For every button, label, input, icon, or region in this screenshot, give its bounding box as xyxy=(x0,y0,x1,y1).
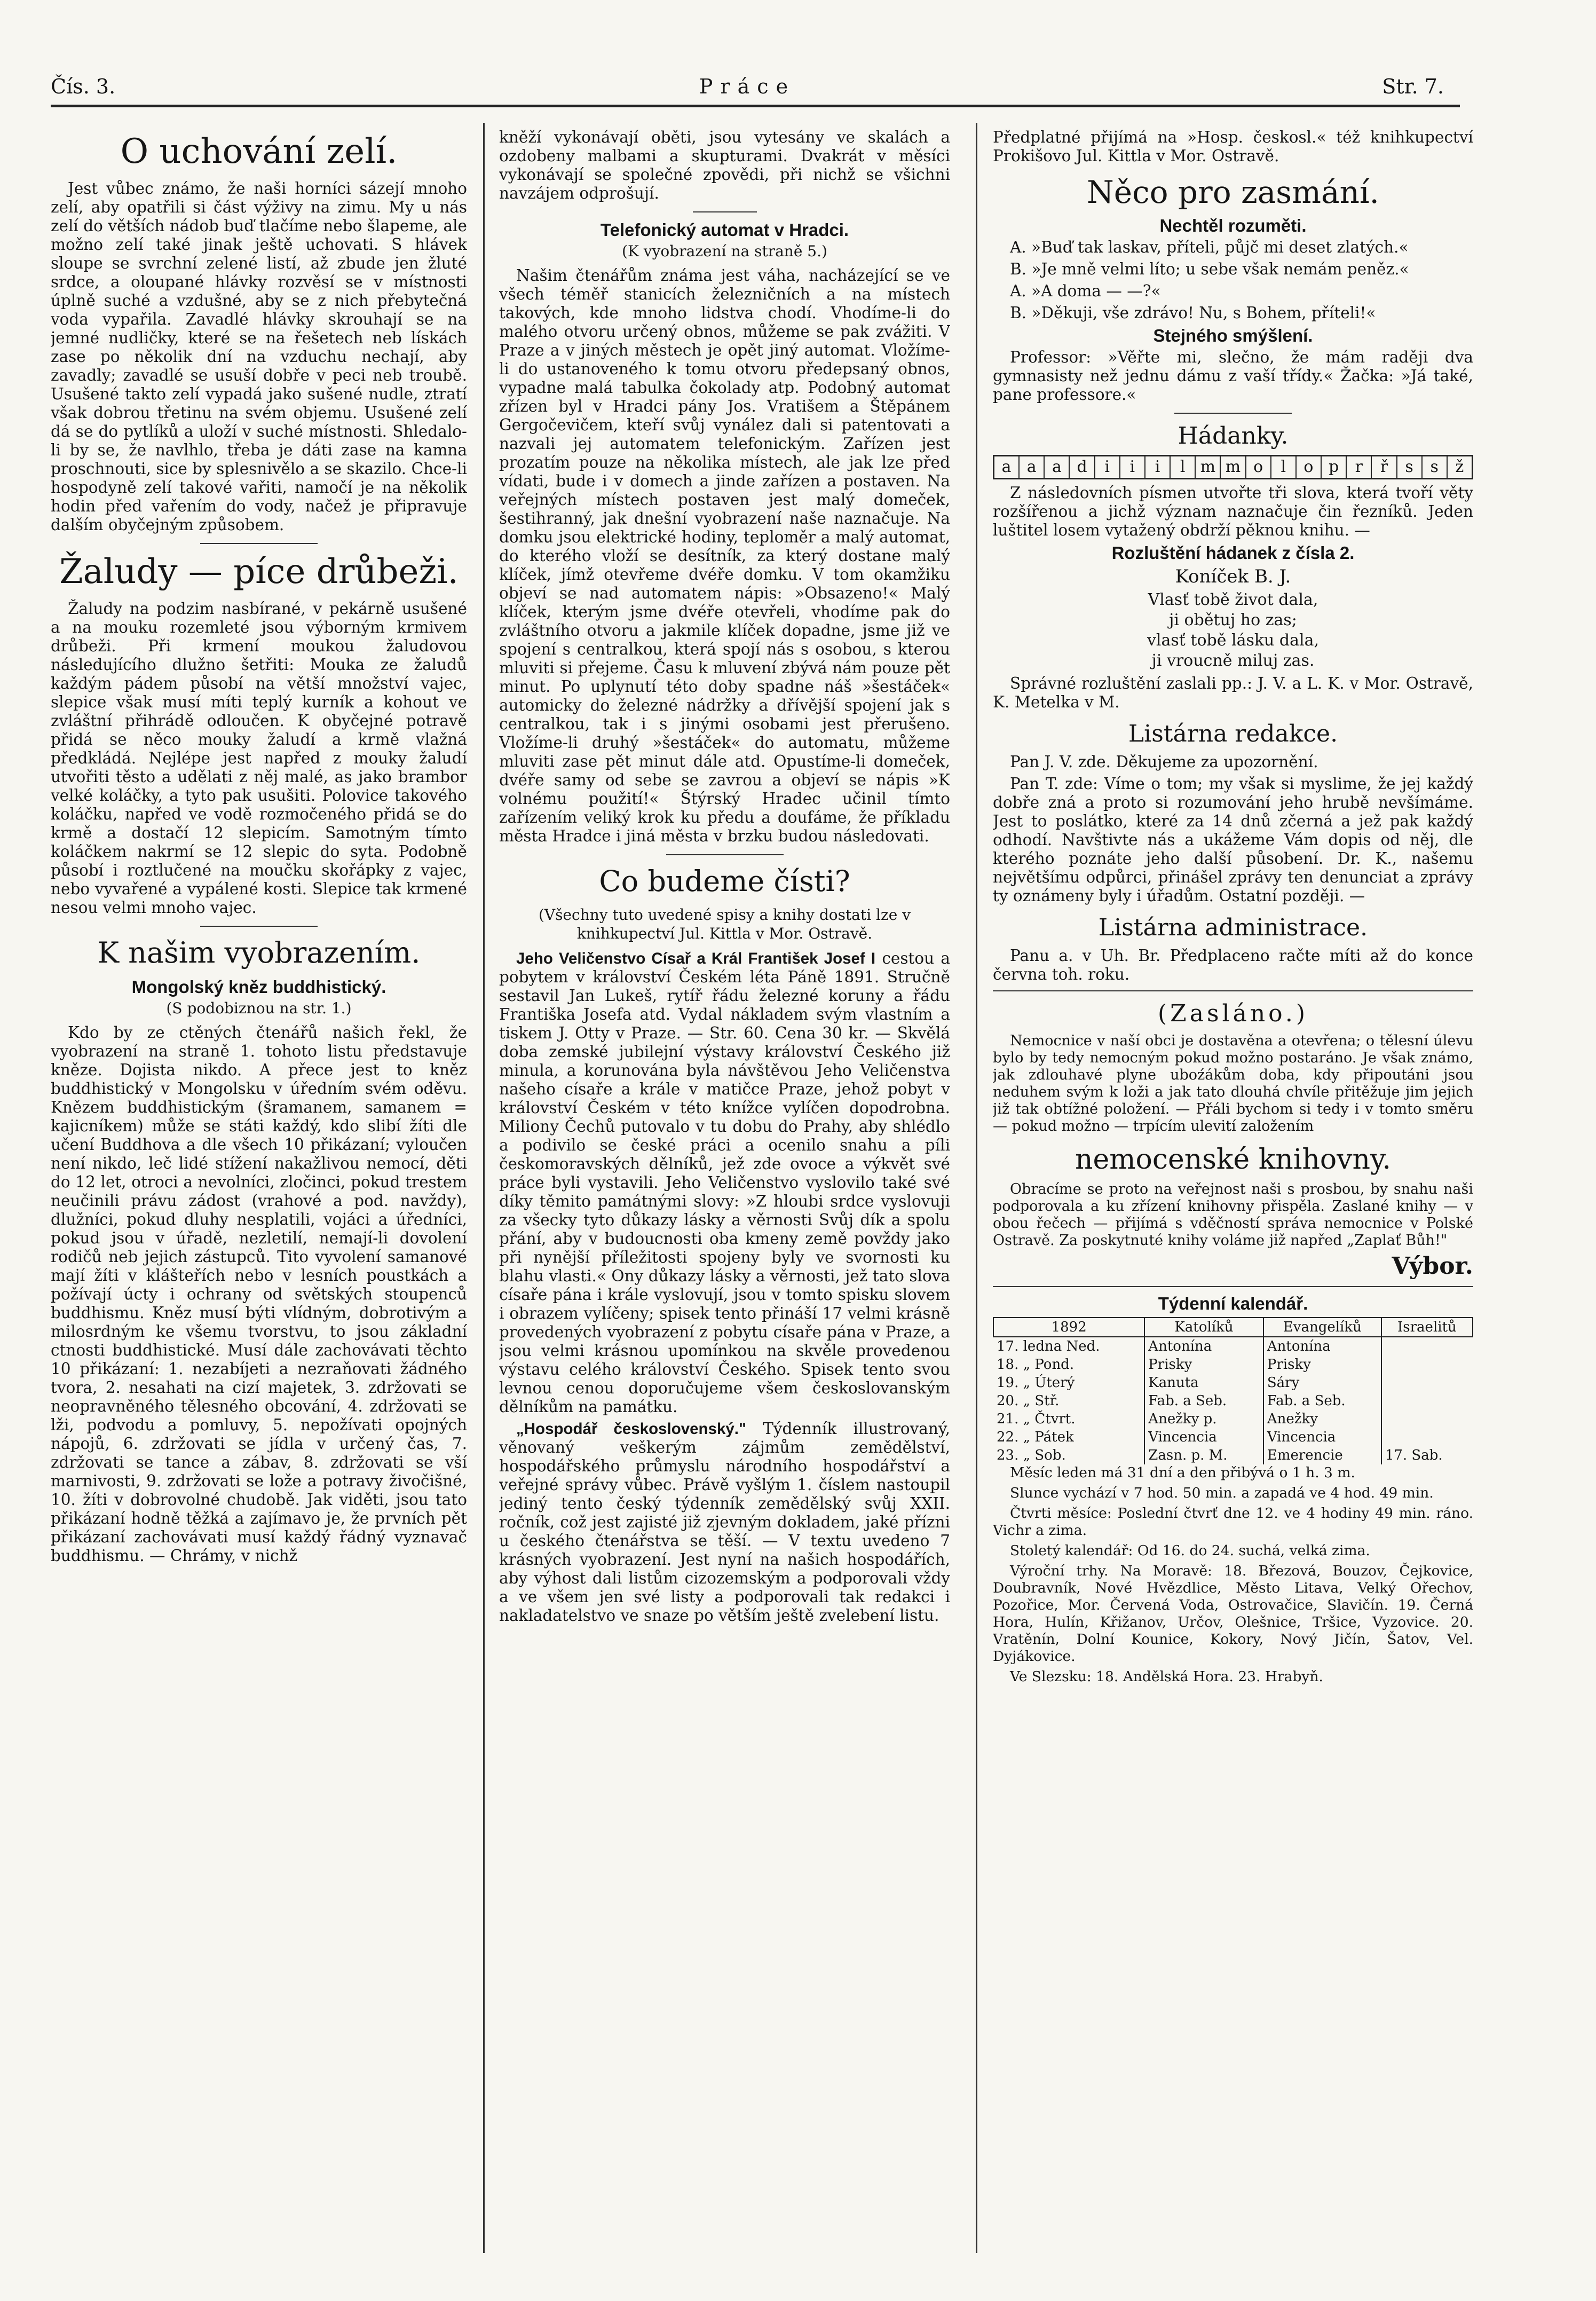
riddles-title: Hádanky. xyxy=(1178,422,1289,450)
riddle-letter: a xyxy=(994,456,1020,478)
article-title-acorns: Žaludy — píce drůbeži. xyxy=(59,552,459,592)
committee-signature: Výbor. xyxy=(1392,1252,1473,1280)
calendar-note: Měsíc leden má 31 dní a den přibývá o 1 h. 3 m. xyxy=(1010,1464,1355,1481)
calendar-note: Slunce vychází v 7 hod. 50 min. a zapadá ve 4 hod. 49 min. xyxy=(1010,1485,1434,1501)
section-divider xyxy=(1174,413,1292,414)
calendar-cell: Sáry xyxy=(1263,1374,1381,1392)
poem-line: ji vroucně miluj zas. xyxy=(1151,651,1315,670)
calendar-cell: 22. „ Pátek xyxy=(997,1429,1074,1445)
column-2 xyxy=(499,128,950,2269)
calendar-cell xyxy=(1381,1337,1473,1356)
section-divider xyxy=(993,990,1473,991)
riddle-letter: ž xyxy=(1455,458,1464,476)
riddle-letter: o xyxy=(1297,456,1322,478)
book-title-1: Jeho Veličenstvo Císař a Král František Josef I xyxy=(516,950,876,967)
joke-text-2: Professor: »Věřte mi, slečno, že mám raději dva gymnasisty než jednu dámu z vaší třídy.« Žačka: »Já také, pane professore.« xyxy=(993,348,1473,404)
joke-title-2: Stejného smýšlení. xyxy=(1153,326,1313,345)
article-title-cabbage: O uchování zelí. xyxy=(120,132,398,171)
article-text-cabbage: Jest vůbec známo, že naši horníci sázejí mnoho zelí, aby opatřili si část výživy na zimu. My u nás zelí do větších nádob buď tlačíme nebo šlapeme, ale možno zelí také jinak ještě uchovati. S hlávek sloupe se svrchní zelené listí, až zbude jen žluté srdce, a oloupané hlávky rozvěsí se v místnosti úplně suché a vzdušné, aby se z nich přebytečná voda vypařila. Zavadlé hlávky skrouhají se na jemné nudličky, které se na řešetech neb lískách zase po několik dní na vzduchu nechají, aby zavadly; zavadlé se usuší dobře v peci neb troubě. Usušené takto zelí vypadá jako sušené nudle, ztratí však dobrou třetinu na svém objemu. Usušené zelí dá se do pytlíků a uloží v suché místnosti. Shledalo-li by se, že navlhlo, třeba je dáti zase na kamna proschnouti, sice by splesnivělo a se skazilo. Chce-li hospodyně zelí takové vařiti, namočí je na několik hodin před vařením do vody, načež je připravuje dalším obyčejným způsobem. xyxy=(51,179,467,534)
calendar-cell: Vincencia xyxy=(1144,1428,1263,1446)
solution-poem xyxy=(993,590,1473,671)
calendar-cell: Anežky p. xyxy=(1144,1410,1263,1428)
calendar-cell xyxy=(1381,1428,1473,1446)
calendar-header-cell: Israelitů xyxy=(1381,1318,1473,1337)
article-text-priest: Kdo by ze ctěných čtenářů našich řekl, že vyobrazení na straně 1. tohoto listu představuje kněze. Dojista nikdo. A přece jest to kněz buddhistický v Mongolsku v úředním svém oděvu. Knězem buddhistickým (šramanem, samanem = kajicníkem) může se státi každý, kdo slibí žíti dle učení Buddhova a dle všech 10 přikázaní; vyloučen není nikdo, leč lidé stížení nakažlivou nemocí, děti do 12 let, otroci a nevolníci, zločinci, pokud trestem neučinili právu zádost (vrahové a pod. navždy), dlužníci, pokud dluhy nesplatili, vojáci a úředníci, pokud jsou v úřadě, nezletilí, nemají-li dovolení rodičů neb jejich zástupců. Tito vyvolení samanové mají žíti v klášteřích nebo v lesních poustkách a požívají úcty i ochrany od světských stoupenců buddhismu. Kněz musí býti vlídným, dobrotivým a milosrdným ke všemu tvorstvu, to jsou základní ctnosti buddhistické. Musí dále zachovávati těchto 10 přikázaní: 1. nezabíjeti a nezraňovati žádného tvora, 2. nesahati na cizí majetek, 3. zdržovati se neopravněného tělesného obcování, 4. zdržovati se lži, podvodu a pomluvy, 5. nepožívati opojných nápojů, 6. zdržovati se jídla v určený čas, 7. zdržovati se tance a zábav, 8. zdržovati se vší marnivosti, 9. zdržovati se lože a potravy živočišné, 10. žíti v dobrovolné chudobě. Jak viděti, jsou tato přikázaní hodně těžká a zajímavo je, že prvních pět přikázaní zachovávati musí každý řádný vyznavač buddhismu. — Chrámy, v nichž xyxy=(51,1023,467,1565)
article-text-telephone: Našim čtenářům známa jest váha, nacházející se ve všech téměř stanicích železničních a na místech takových, kde mnoho lidstva chodí. Vhodíme-li do malého otvoru určený obnos, můžeme se pak zvážiti. V Praze a v jiných městech je opět jiný automat. Vložíme-li do ustanoveného k tomu otvoru předepsaný obnos, vypadne malá tabulka čokolady atp. Podobný automat zřízen byl v Hradci pány Jos. Vratišem a Štěpánem Gergočevičem, kteří svůj vynález dali si patentovati a nazvali jej automatem telefonickým. Zařízen jest prozatím pouze na několika místech, ale jak lze před vídati, bude i v domech a jinde zařízen a postaven. Na veřejných místech postaven jest malý domeček, šestihranný, jak dnešní vyobrazení naše naznačuje. Na domku jsou elektrické hodiny, teploměr a malý automat, do kterého vloží se desítník, za který dostane malý klíček, jímž otevřeme dvéře domku. V tom okamžiku objeví se nad automatem nápis: »Obsazeno!« Malý klíček, kterým jsme dvéře otevřeli, vhodíme pak do zvláštního otvoru a jakmile klíček dopadne, jsme již ve spojení s centralkou, která spojí nás s osobou, s kterou mluviti si přejeme. Času k mluvení zbývá nám pouze pět minut. Po uplynutí této doby spadne náš »šestáček« automicky do železné nádržky a dřívější spojení jak s centralkou, tak i s jinými osobami jest přerušeno. Vložíme-li druhý »šestáček« do automatu, můžeme mluviti zase pět minut dále atd. Opustíme-li domeček, dvéře samy od sebe se zavrou a objeví se nápis »K volnému použití!« Štýrský Hradec učinil tímto zařízením veliký krok ku předu a doufáme, že příkladu města Hradce i jiná města v brzku budou následovati. xyxy=(499,266,950,845)
joke-line-1: A. »Buď tak laskav, příteli, půjč mi deset zlatých.« xyxy=(1010,238,1409,256)
poem-line: ji obětuj ho zas; xyxy=(1169,611,1297,629)
weekly-calendar-table xyxy=(993,1317,1473,1464)
calendar-row xyxy=(993,1428,1473,1446)
calendar-cell: Prisky xyxy=(1144,1356,1263,1374)
calendar-notes xyxy=(993,1464,1473,1685)
section-divider xyxy=(666,854,784,855)
calendar-row xyxy=(993,1446,1473,1464)
article-title-illustrations: K našim vyobrazením. xyxy=(97,936,421,970)
library-title: nemocenské knihovny. xyxy=(1074,1144,1392,1176)
article-title-telephone: Telefonický automat v Hradci. xyxy=(600,220,849,240)
humor-title: Něco pro zasmání. xyxy=(1087,174,1379,210)
calendar-cell xyxy=(1381,1356,1473,1374)
calendar-row xyxy=(993,1337,1473,1356)
riddle-text: Z následovních písmen utvořte tři slova, která tvoří věty rozšířenou a jichž význam naznačuje čin řezníků. Jeden luštitel losem vytažený obdrží pěknou knihu. — xyxy=(993,484,1473,539)
calendar-cell: Antonína xyxy=(1144,1337,1263,1356)
poem-line: vlasť tobě lásku dala, xyxy=(1147,631,1320,650)
header-rule xyxy=(51,105,1460,107)
calendar-note: Ve Slezsku: 18. Andělská Hora. 23. Hrabyň. xyxy=(1010,1668,1323,1685)
riddle-letter: a xyxy=(1045,456,1070,478)
riddle-letter: s xyxy=(1423,456,1448,478)
calendar-cell xyxy=(1381,1374,1473,1392)
article-caption-reading: (Všechny tuto uvedené spisy a knihy dostati lze v knihkupectví Jul. Kittla v Mor. Ostravě. xyxy=(538,906,911,942)
riddle-letter: r xyxy=(1347,456,1372,478)
riddle-letter: o xyxy=(1246,456,1271,478)
calendar-cell: 23. „ Sob. xyxy=(997,1447,1066,1463)
calendar-header-cell: 1892 xyxy=(993,1318,1144,1337)
calendar-header-cell: Katolíků xyxy=(1144,1318,1263,1337)
riddle-letter: a xyxy=(1020,456,1045,478)
editorial-reply-1: Pan J. V. zde. Děkujeme za upozornění. xyxy=(1010,753,1318,771)
calendar-cell: 17. Sab. xyxy=(1381,1446,1473,1464)
riddle-letter: l xyxy=(1271,456,1297,478)
article-text-acorns: Žaludy na podzim nasbírané, v pekárně usušené a na mouku rozemleté jsou výborným krmivem drůbeži. Při krmení moukou žaludovou následujícího dlužno šetřiti: Mouka ze žaludů každým pádem působí na větší množství vajec, slepice však musí míti teplý kurník a kohout ve zvláštní přihrádě odloučen. K obyčejné potravě přidá se něco mouky žaludí a krmě vlažná předkládá. Nejlépe jest napřed z mouky žaludí utvořiti těsto a udělati z něj malé, as jako brambor velké koláčky, a tyto pak usušiti. Polovice takového koláčku, napřed ve vodě rozmočeného přidá se do krmě a dostačí 12 slepicím. Samotným tímto koláčkem nakrmí se 12 slepic do syta. Podobně působí i roztlučené na moučku skořápky z vajec, nebo vyvařené a vypálené kosti. Slepice tak krmené nesou velmi mnoho vajec. xyxy=(51,600,467,917)
calendar-cell xyxy=(1381,1392,1473,1410)
calendar-note: Výroční trhy. Na Moravě: 18. Březová, Bouzov, Čejkovice, Doubravník, Nové Hvězdlice, Město Litava, Velký Ořechov, Pozořice, Mor. Červená Voda, Ostrovačice, Slavičín. 19. Černá Hora, Hulín, Křižanov, Určov, Olešnice, Tršice, Vyzovice. 20. Vratěnín, Dolní Kounice, Kokory, Nový Jičín, Šatov, Vel. Dyjákovice. xyxy=(993,1563,1473,1665)
joke-line-4: B. »Děkuji, vše zdrávo! Nu, s Bohem, příteli!« xyxy=(1010,304,1376,322)
solutions-title: Rozluštění hádanek z čísla 2. xyxy=(1111,543,1355,563)
riddle-letter: ř xyxy=(1372,456,1397,478)
riddle-letter: m xyxy=(1196,456,1221,478)
riddle-letter: i xyxy=(1120,456,1145,478)
calendar-row xyxy=(993,1410,1473,1428)
section-divider xyxy=(993,1286,1473,1287)
section-divider xyxy=(200,926,318,927)
calendar-cell: 19. „ Úterý xyxy=(997,1375,1075,1391)
submitted-text-1: Nemocnice v naší obci je dostavěna a otevřena; o tělesní úlevu bylo by tedy nemocným pokud možno postaráno. Je však známo, jak zdlouhavé plyne uboźákům doba, kdy připoutáni jsou neduhem svým k loži a jak tato dlouhá chvíle přitěžuje jim jejich již tak obtížné položení. — Přáli bychom si tedy i v tomto směru — pokud možno — trpícím ulevití založením xyxy=(993,1033,1473,1134)
calendar-cell: Vincencia xyxy=(1263,1428,1381,1446)
editorial-reply-2: Pan T. zde: Víme o tom; my však si myslime, že jej každý dobře zná a proto si rozumování jeho hrubě nevšímáme. Jest to poslátko, které za 14 dnů zčerná a jež pak každý odhodí. Navštivte nás a ukážeme Vám dopis od něj, dle kterého poznáte jeho další působení. Dr. K., našemu největšímu odpůrci, přinášel zprávy ten denunciat a zprávy ty oznámeny byly i úřadům. Ostatní později. — xyxy=(993,775,1473,905)
editorial-mailbox-title: Listárna redakce. xyxy=(1128,720,1338,747)
poem-line: Vlasť tobě život dala, xyxy=(1148,590,1318,609)
calendar-header-cell: Evangelíků xyxy=(1263,1318,1381,1337)
book-review-1: cestou a pobytem v království Českém léta Páně 1891. Stručně sestavil Jan Lukeš, rytíř řádu železné koruny a řádu Františka Josefa atd. Vydal nákladem svým vlastním a tiskem J. Otty v Praze. — Str. 60. Cena 30 kr. — Skvělá doba zemské jubilejní výstavy království Českého již minula, a korunována byla návštěvou Jeho Veličenstva našeho císaře a krále v matičce Praze, jehož pobyt v království Českém v této knížce vylíčen dopodrobna. Miliony Čechů putovalo v tu dobu do Prahy, aby shlédlo a podivilo se české práci a ocenilo snahu a píli českomoravských dělníků, jež zde ovoce a výkvět své práce byli vystavili. Jeho Veličenstvo vyslovilo také své díky těmito památnými slovy: »Z hloubi srdce vyslovuji za všecky tyto důkazy lásky a věrnosti Svůj dík a spolu přání, aby v budoucnosti oba kmeny země povždy jako při nynější příležitosti spojeny byly ve svornosti ku blahu vlasti.« Ony důkazy lásky a věrnosti, jež tato slova císaře pána i krále vyslovují, jsou v tomto spisku slovem i obrazem vylíčeny; spisek tento přináší 17 velmi krásně provedených vyobrazení z pobytu císaře pána v Praze, a jsou velmi krásnou upomínkou na skvěle provedenou výstavu celého království Českého. Spisek tento svou levnou cenou doporučujeme všem českoslovanským dělníkům na památku. xyxy=(499,949,950,1416)
article-title-reading: Co budeme čísti? xyxy=(599,864,850,898)
calendar-cell: 17. ledna Ned. xyxy=(997,1338,1100,1354)
page-header xyxy=(51,75,1444,107)
calendar-note: Čtvrti měsíce: Poslední čtvrť dne 12. ve 4 hodiny 49 min. ráno. Vichr a zima. xyxy=(993,1505,1473,1539)
joke-line-2: B. »Je mně velmi líto; u sebe však nemám peněz.« xyxy=(1010,260,1409,278)
page-number: Str. 7. xyxy=(1382,75,1444,98)
riddle-letter: i xyxy=(1095,456,1120,478)
riddle-letter: l xyxy=(1171,456,1196,478)
column-1 xyxy=(51,128,467,2269)
column-divider-1 xyxy=(483,123,485,2253)
calendar-title: Týdenní kalendář. xyxy=(1158,1294,1308,1313)
calendar-note: Stoletý kalendář: Od 16. do 24. suchá, velká zima. xyxy=(1010,1542,1370,1559)
calendar-cell: 21. „ Čtvrt. xyxy=(997,1411,1076,1427)
submitted-title: (Zasláno.) xyxy=(1157,1000,1309,1027)
subscription-note: Předplatné přijímá na »Hosp. českosl.« též knihkupectví Prokišovo Jul. Kittla v Mor. Ostravě. xyxy=(993,128,1473,165)
calendar-row xyxy=(993,1374,1473,1392)
calendar-row xyxy=(993,1356,1473,1374)
solution-solvers: Správné rozluštění zaslali pp.: J. V. a L. K. v Mor. Ostravě, K. Metelka v M. xyxy=(993,674,1473,711)
calendar-cell: Antonína xyxy=(1263,1337,1381,1356)
calendar-cell: Fab. a Seb. xyxy=(1144,1392,1263,1410)
admin-mailbox-title: Listárna administrace. xyxy=(1098,914,1368,941)
submitted-text-2: Obracíme se proto na veřejnost naši s prosbou, by snahu naši podporovala a ku zřízení knihovny přispěla. Zaslané knihy — v obou řečech — přijímá s vděčností správa nemocnice v Polské Ostravě. Za poskytnuté knihy voláme již napřed „Zaplať Bůh!" xyxy=(993,1181,1473,1249)
solution-name: Koníček B. J. xyxy=(1175,566,1291,587)
column-3 xyxy=(993,128,1473,2269)
admin-reply: Panu a. v Uh. Br. Předplaceno račte míti až do konce června toh. roku. xyxy=(993,947,1473,983)
calendar-header-row xyxy=(993,1318,1473,1337)
calendar-cell: Kanuta xyxy=(1144,1374,1263,1392)
issue-number: Čís. 3. xyxy=(51,75,116,98)
calendar-cell: Zasn. p. M. xyxy=(1144,1446,1263,1464)
article-subtitle-priest: Mongolský kněz buddhistický. xyxy=(131,977,386,997)
riddle-letter: s xyxy=(1397,456,1423,478)
paper-title: Práce xyxy=(699,75,796,98)
riddle-letter-box xyxy=(993,455,1473,479)
article-caption-priest: (S podobiznou na str. 1.) xyxy=(166,999,352,1017)
riddle-letter: i xyxy=(1145,456,1171,478)
riddle-letter: p xyxy=(1322,456,1347,478)
joke-line-3: A. »A doma — —?« xyxy=(1010,282,1161,300)
column-divider-2 xyxy=(976,123,977,2253)
book-review-2: Týdenník illustrovaný, věnovaný veškerým zájmům zemědělství, hospodářského průmyslu národního hospodářství a veřejné správy vůbec. Právě vyšlým 1. číslem nastoupil jediný tento český týdenník zemědělský svůj XXII. ročník, což jest zajisté již zjevným dokladem, jaké přízni u českého čtenářstva se těší. — V textu uvedeno 7 krásných vyobrazení. Jest nyní na našich hospodářích, aby výhost dali listům cizozemským a podporovali vždy a ve všem jen své listy a podporovali tak redakci i nakladatelstvo ve snaze po větším ještě zvelebení listu. xyxy=(499,1420,950,1625)
riddle-letter: m xyxy=(1221,456,1246,478)
calendar-cell: Emerencie xyxy=(1263,1446,1381,1464)
riddle-letter: d xyxy=(1070,456,1095,478)
calendar-cell: 20. „ Stř. xyxy=(997,1393,1060,1409)
calendar-cell: Fab. a Seb. xyxy=(1263,1392,1381,1410)
article-continuation: kněží vykonávají oběti, jsou vytesány ve skalách a ozdobeny malbami a skupturami. Dvakrát v měsíci vykonávají se společné zpovědi, při nichž se všichni navzájem odprošují. xyxy=(499,128,950,202)
calendar-row xyxy=(993,1392,1473,1410)
section-divider xyxy=(200,543,318,544)
section-divider xyxy=(693,211,757,212)
joke-title-1: Nechtěl rozuměti. xyxy=(1159,216,1307,235)
book-title-2: „Hospodář československý." xyxy=(516,1420,746,1438)
calendar-cell: 18. „ Pond. xyxy=(997,1357,1074,1373)
article-caption-telephone: (K vyobrazení na straně 5.) xyxy=(622,242,827,260)
calendar-cell: Anežky xyxy=(1263,1410,1381,1428)
calendar-cell: Prisky xyxy=(1263,1356,1381,1374)
calendar-cell xyxy=(1381,1410,1473,1428)
